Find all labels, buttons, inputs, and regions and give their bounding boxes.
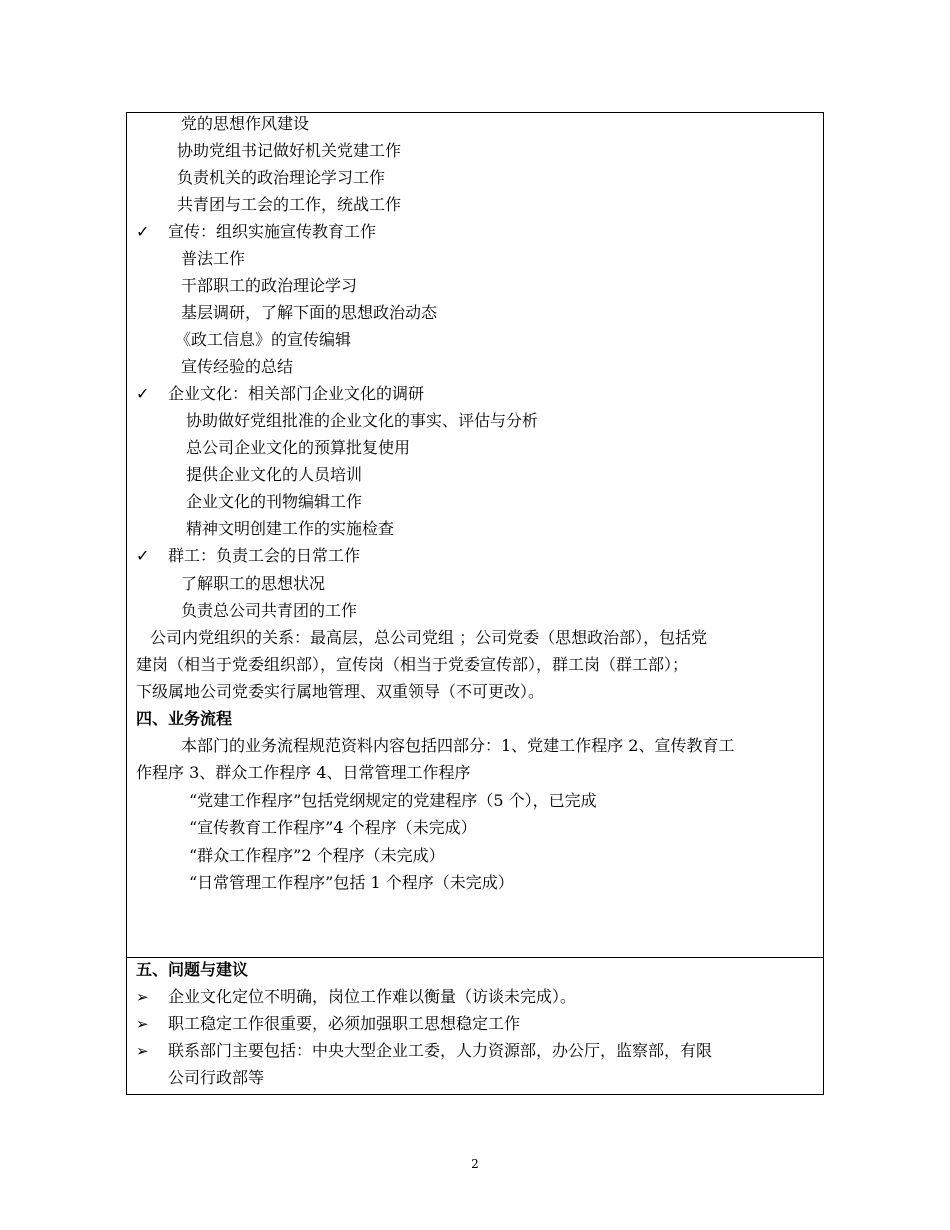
duty-item: 党的思想作风建设 xyxy=(181,114,310,133)
arrow-bullet-icon: ➢ xyxy=(136,988,149,1006)
arrow-bullet-icon: ➢ xyxy=(136,1015,149,1033)
propaganda-item: 《政工信息》的宣传编辑 xyxy=(175,330,352,349)
checkmark-icon: ✓ xyxy=(136,546,150,565)
union-item: 负责总公司共青团的工作 xyxy=(181,601,358,620)
union-heading: 群工：负责工会的日常工作 xyxy=(168,546,361,565)
propaganda-heading: 宣传：组织实施宣传教育工作 xyxy=(168,222,377,241)
propaganda-item: 基层调研，了解下面的思想政治动态 xyxy=(181,303,438,322)
relations-text: 下级属地公司党委实行属地管理、双重领导（不可更改）。 xyxy=(136,682,545,701)
suggestion-item-continued: 公司行政部等 xyxy=(168,1068,265,1087)
propaganda-item: 干部职工的政治理论学习 xyxy=(181,276,358,295)
culture-item: 精神文明创建工作的实施检查 xyxy=(186,519,395,538)
relations-text: 公司内党组织的关系：最高层，总公司党组 ；公司党委（思想政治部），包括党 xyxy=(150,628,708,647)
checkmark-icon: ✓ xyxy=(136,222,150,241)
culture-item: 总公司企业文化的预算批复使用 xyxy=(186,438,411,457)
suggestion-item: 企业文化定位不明确，岗位工作难以衡量（访谈未完成）。 xyxy=(168,987,577,1006)
duty-item: 共青团与工会的工作，统战工作 xyxy=(177,195,402,214)
process-intro: 作程序 3、群众工作程序 4、日常管理工作程序 xyxy=(136,763,471,782)
relations-text: 建岗（相当于党委组织部），宣传岗（相当于党委宣传部），群工岗（群工部）； xyxy=(136,655,689,674)
process-intro: 本部门的业务流程规范资料内容包括四部分：1、党建工作程序 2、宣传教育工 xyxy=(181,736,735,755)
propaganda-item: 宣传经验的总结 xyxy=(181,357,294,376)
union-item: 了解职工的思想状况 xyxy=(181,574,326,593)
duty-item: 协助党组书记做好机关党建工作 xyxy=(177,141,402,160)
process-item: “群众工作程序”2 个程序（未完成） xyxy=(189,846,445,865)
section-heading: 五、问题与建议 xyxy=(136,960,249,979)
propaganda-item: 普法工作 xyxy=(181,249,246,268)
checkmark-icon: ✓ xyxy=(136,384,150,403)
culture-item: 提供企业文化的人员培训 xyxy=(186,465,363,484)
page-number: 2 xyxy=(471,1157,479,1171)
culture-item: 企业文化的刊物编辑工作 xyxy=(186,492,363,511)
culture-item: 协助做好党组批准的企业文化的事实、评估与分析 xyxy=(186,411,539,430)
section-heading: 四、业务流程 xyxy=(136,709,233,728)
suggestion-item: 职工稳定工作很重要，必须加强职工思想稳定工作 xyxy=(168,1014,521,1033)
culture-heading: 企业文化：相关部门企业文化的调研 xyxy=(168,384,425,403)
process-item: “宣传教育工作程序”4 个程序（未完成） xyxy=(189,818,477,837)
process-item: “党建工作程序”包括党纲规定的党建程序（5 个），已完成 xyxy=(189,791,597,810)
suggestion-item: 联系部门主要包括：中央大型企业工委，人力资源部，办公厅，监察部，有限 xyxy=(168,1041,713,1060)
process-item: “日常管理工作程序”包括 1 个程序（未完成） xyxy=(189,873,514,892)
arrow-bullet-icon: ➢ xyxy=(136,1042,149,1060)
duty-item: 负责机关的政治理论学习工作 xyxy=(177,168,386,187)
